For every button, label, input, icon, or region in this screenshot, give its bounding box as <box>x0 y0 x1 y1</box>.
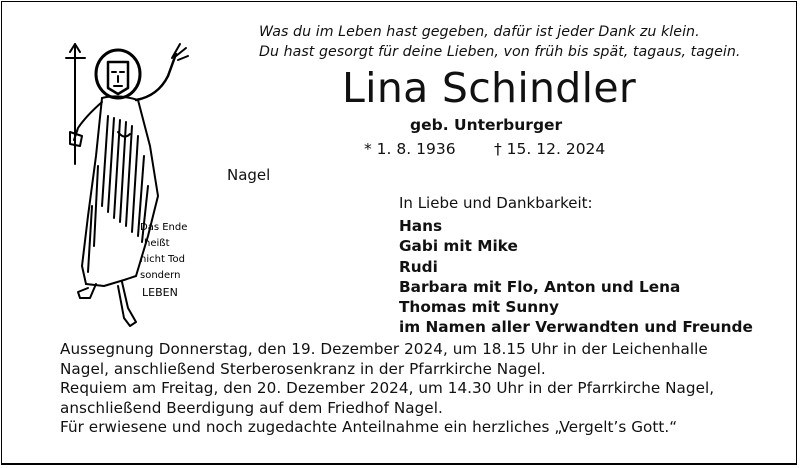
service-information <box>60 340 714 438</box>
birth-date: * 1. 8. 1936 <box>364 140 456 158</box>
mourner-name: Rudi <box>399 257 438 276</box>
info-line: Für erwiesene und noch zugedachte Anteilnahme ein herzliches „Vergelt’s Gott.“ <box>60 418 678 437</box>
info-line: Requiem am Freitag, den 20. Dezember 2024, um 14.30 Uhr in der Pfarrkirche Nagel, <box>60 379 715 398</box>
risen-christ-with-cross-icon <box>58 36 198 328</box>
deceased-name: Lina Schindler <box>342 64 637 112</box>
mourner-name: Gabi mit Mike <box>399 237 518 256</box>
svg-text:sondern: sondern <box>140 270 181 281</box>
mourners-intro: In Liebe und Dankbarkeit: <box>399 194 593 212</box>
info-line: Aussegnung Donnerstag, den 19. Dezember 2024, um 18.15 Uhr in der Leichenhalle <box>60 340 708 358</box>
mourners-list <box>399 216 753 338</box>
mourner-name: Thomas mit Sunny <box>399 298 560 317</box>
mourner-name: Hans <box>399 217 443 235</box>
info-line: anschließend Beerdigung auf dem Friedhof Nagel. <box>60 398 443 417</box>
bottom-rule <box>2 463 796 464</box>
birth-name: geb. Unterburger <box>410 116 563 134</box>
info-line: Nagel, anschließend Sterberosenkranz in der Pfarrkirche Nagel. <box>60 359 546 378</box>
svg-text:nicht Tod: nicht Tod <box>140 254 185 265</box>
mourner-name: im Namen aller Verwandten und Freunde <box>399 318 753 337</box>
svg-text:Das Ende: Das Ende <box>140 222 188 233</box>
death-date: † 15. 12. 2024 <box>494 140 606 158</box>
mourner-name: Barbara mit Flo, Anton und Lena <box>399 277 681 296</box>
quote-line: Was du im Leben hast gegeben, dafür ist jeder Dank zu klein. <box>259 24 700 40</box>
memorial-quote <box>259 22 740 62</box>
svg-text:heißt: heißt <box>144 238 170 249</box>
place-of-residence: Nagel <box>227 166 271 184</box>
quote-line: Du hast gesorgt für deine Lieben, von früh bis spät, tagaus, tagein. <box>259 44 741 60</box>
svg-text:LEBEN: LEBEN <box>142 286 178 299</box>
